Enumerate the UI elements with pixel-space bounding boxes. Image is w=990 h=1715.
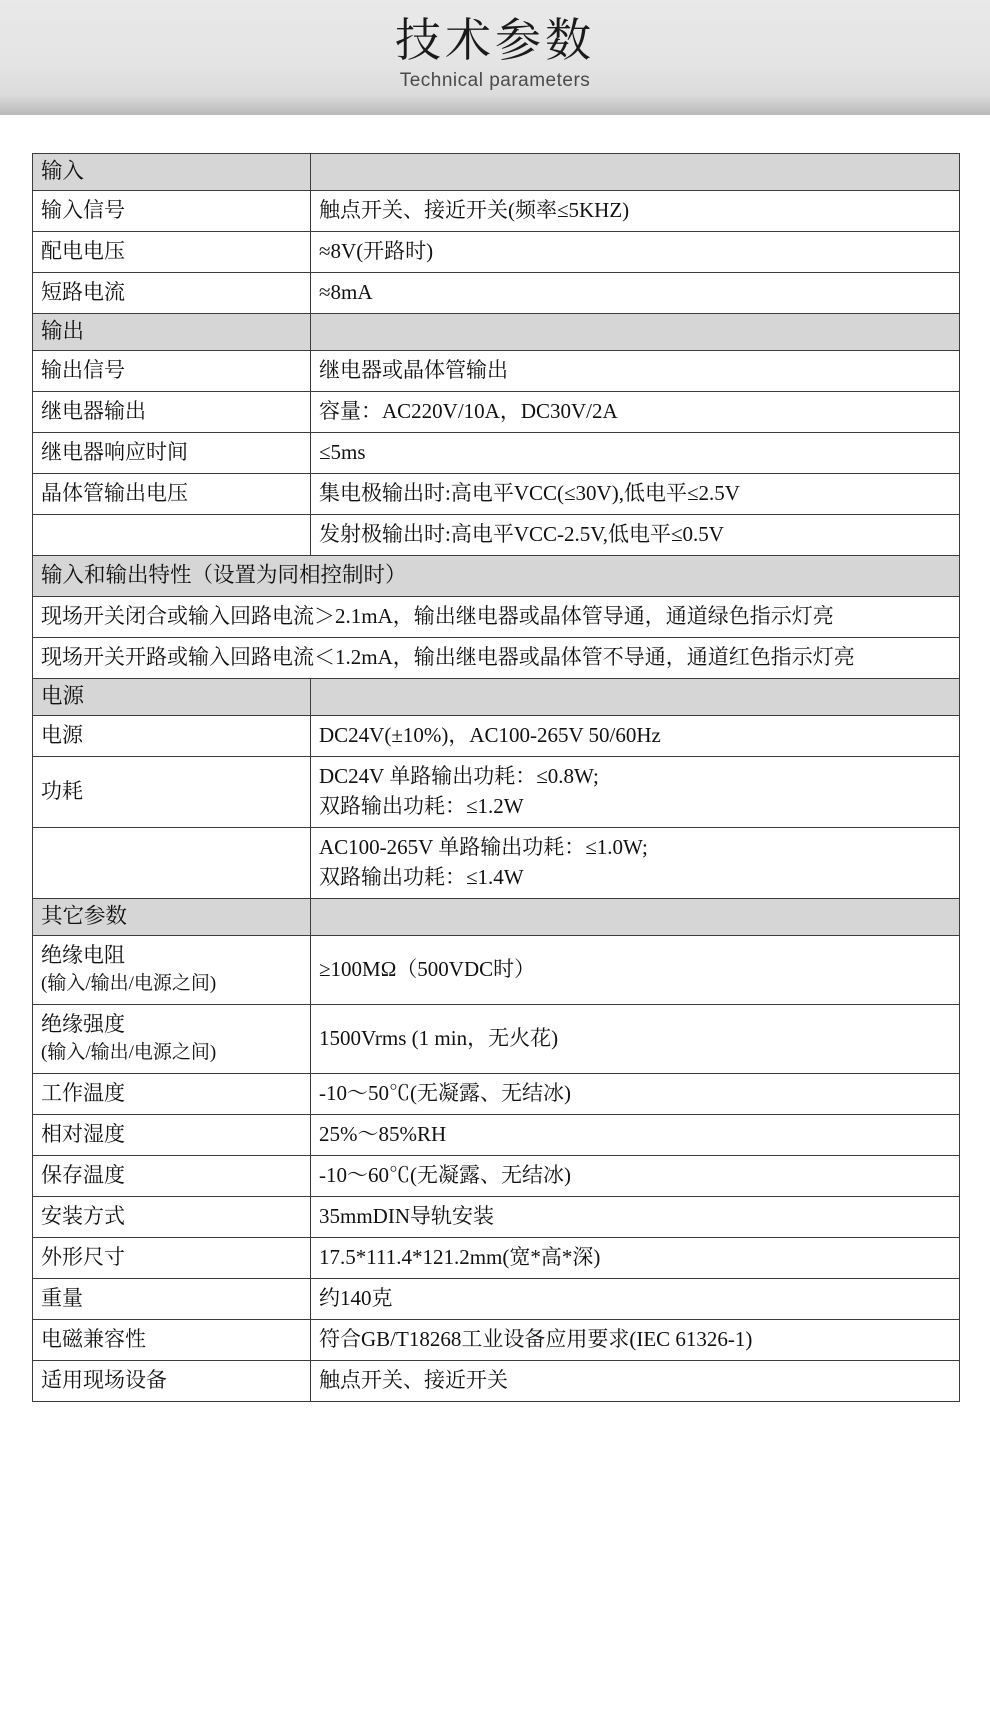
row-value-field-device: 触点开关、接近开关 [311,1361,960,1402]
row-value-short-current: ≈8mA [311,273,960,314]
section-label-input: 输入 [33,154,311,191]
row-value-dimensions: 17.5*111.4*121.2mm(宽*高*深) [311,1238,960,1279]
spec-table-wrapper [0,115,990,1402]
page-banner [0,0,990,115]
row-value-work-temp: -10～50℃(无凝露、无结冰) [311,1074,960,1115]
row-label-relay-output: 继电器输出 [33,392,311,433]
table-row [33,1279,960,1320]
insulation-strength-label-sub: (输入/输出/电源之间) [41,1042,217,1063]
consumption-ac-line2: 双路输出功耗：≤1.4W [319,865,524,889]
table-row [33,232,960,273]
row-label-consumption: 功耗 [33,757,311,828]
table-row [33,1320,960,1361]
row-label-insulation-strength [33,1005,311,1074]
table-row [33,1115,960,1156]
section-blank-input [311,154,960,191]
table-row [33,351,960,392]
table-row [33,716,960,757]
row-label-short-current: 短路电流 [33,273,311,314]
section-label-other: 其它参数 [33,899,311,936]
page-title: 技术参数 [395,15,595,66]
table-row [33,392,960,433]
table-row-section-io-characteristics [33,556,960,597]
table-row-section-other [33,899,960,936]
section-label-io-characteristics: 输入和输出特性（设置为同相控制时） [33,556,960,597]
table-row-section-power [33,679,960,716]
row-label-transistor-voltage-cont [33,515,311,556]
row-label-transistor-voltage: 晶体管输出电压 [33,474,311,515]
row-value-mounting: 35mmDIN导轨安装 [311,1197,960,1238]
table-row [33,474,960,515]
row-label-dist-voltage: 配电电压 [33,232,311,273]
row-value-transistor-voltage-2: 发射极输出时:高电平VCC-2.5V,低电平≤0.5V [311,515,960,556]
row-value-io-desc-1: 现场开关闭合或输入回路电流＞2.1mA，输出继电器或晶体管导通，通道绿色指示灯亮 [33,597,960,638]
table-row [33,1238,960,1279]
row-value-relay-output: 容量：AC220V/10A，DC30V/2A [311,392,960,433]
table-row [33,273,960,314]
row-value-humidity: 25%～85%RH [311,1115,960,1156]
row-label-humidity: 相对湿度 [33,1115,311,1156]
row-value-consumption-ac [311,828,960,899]
section-blank-other [311,899,960,936]
row-value-power-supply: DC24V(±10%)，AC100-265V 50/60Hz [311,716,960,757]
table-row [33,638,960,679]
table-row-section-output [33,314,960,351]
table-row [33,191,960,232]
row-value-transistor-voltage-1: 集电极输出时:高电平VCC(≤30V),低电平≤2.5V [311,474,960,515]
table-row [33,515,960,556]
consumption-dc-line2: 双路输出功耗：≤1.2W [319,794,524,818]
table-row [33,597,960,638]
table-row [33,757,960,828]
table-row [33,828,960,899]
table-row [33,936,960,1005]
row-label-relay-response: 继电器响应时间 [33,433,311,474]
row-label-power-supply: 电源 [33,716,311,757]
consumption-dc-line1: DC24V 单路输出功耗：≤0.8W; [319,764,599,788]
row-value-emc: 符合GB/T18268工业设备应用要求(IEC 61326-1) [311,1320,960,1361]
row-label-input-signal: 输入信号 [33,191,311,232]
section-label-power: 电源 [33,679,311,716]
table-row [33,433,960,474]
table-row [33,1156,960,1197]
row-label-dimensions: 外形尺寸 [33,1238,311,1279]
row-value-dist-voltage: ≈8V(开路时) [311,232,960,273]
table-row-section-input [33,154,960,191]
row-label-field-device: 适用现场设备 [33,1361,311,1402]
section-label-output: 输出 [33,314,311,351]
technical-parameters-table [32,153,960,1402]
section-blank-output [311,314,960,351]
row-label-weight: 重量 [33,1279,311,1320]
consumption-ac-line1: AC100-265V 单路输出功耗：≤1.0W; [319,835,648,859]
row-value-io-desc-2: 现场开关开路或输入回路电流＜1.2mA，输出继电器或晶体管不导通，通道红色指示灯亮 [33,638,960,679]
row-value-insulation-strength: 1500Vrms (1 min，无火花) [311,1005,960,1074]
row-value-insulation-resistance: ≥100MΩ（500VDC时） [311,936,960,1005]
row-label-mounting: 安装方式 [33,1197,311,1238]
table-row [33,1197,960,1238]
row-value-input-signal: 触点开关、接近开关(频率≤5KHZ) [311,191,960,232]
row-label-emc: 电磁兼容性 [33,1320,311,1361]
table-row [33,1361,960,1402]
row-value-storage-temp: -10～60℃(无凝露、无结冰) [311,1156,960,1197]
section-blank-power [311,679,960,716]
table-row [33,1005,960,1074]
page-subtitle: Technical parameters [399,70,591,91]
row-label-storage-temp: 保存温度 [33,1156,311,1197]
row-value-weight: 约140克 [311,1279,960,1320]
row-value-relay-response: ≤5ms [311,433,960,474]
row-value-output-signal: 继电器或晶体管输出 [311,351,960,392]
insulation-resistance-label-sub: (输入/输出/电源之间) [41,973,217,994]
row-label-insulation-resistance [33,936,311,1005]
row-label-work-temp: 工作温度 [33,1074,311,1115]
row-label-consumption-cont [33,828,311,899]
row-label-output-signal: 输出信号 [33,351,311,392]
insulation-strength-label-main: 绝缘强度 [41,1012,125,1036]
table-row [33,1074,960,1115]
insulation-resistance-label-main: 绝缘电阻 [41,943,125,967]
row-value-consumption-dc [311,757,960,828]
